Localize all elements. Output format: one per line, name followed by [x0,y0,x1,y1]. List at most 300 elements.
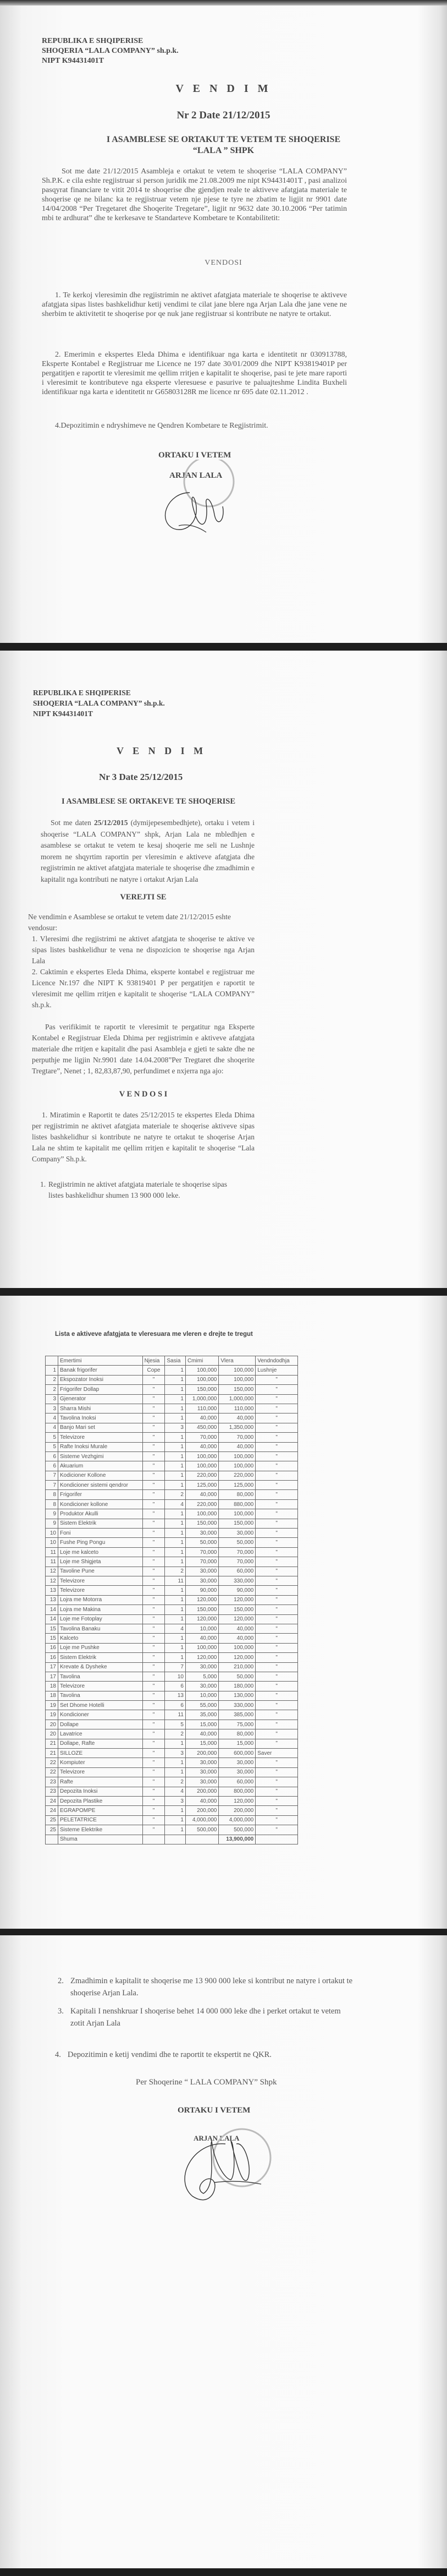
decision-item [58,2005,355,2029]
value-cell: 120,000 [219,1796,256,1805]
header-line: SHOQERIA “LALA COMPANY” sh.p.k. [42,47,179,55]
unit-price-cell: 150,000 [185,1519,218,1528]
unit-cell: " [142,1576,165,1585]
value-cell: 30,000 [219,1529,256,1538]
page-1 [0,4,447,643]
unit-price-cell: 40,000 [185,1442,218,1451]
row-number-cell: 15 [46,1624,58,1633]
row-number-cell: 22 [46,1767,58,1777]
unit-price-cell: 125,000 [185,1481,218,1490]
item-name-cell: PELETATRICE [58,1815,143,1825]
unit-price-cell: 30,000 [185,1758,218,1767]
item-name-cell: Televizore [58,1682,143,1691]
company-header [42,36,179,66]
table-row [46,1586,298,1595]
total-cell [165,1835,186,1844]
decision-item [58,1975,366,1999]
unit-price-cell: 15,000 [185,1720,218,1729]
location-cell: " [256,1729,298,1739]
item-name-cell: Sisteme Elektrike [58,1825,143,1835]
table-row [46,1375,298,1384]
intro-paragraph [41,817,255,885]
quantity-cell: 1 [165,1375,186,1384]
unit-price-cell: 30,000 [185,1767,218,1777]
location-cell: " [256,1404,298,1413]
location-cell: " [256,1375,298,1384]
quantity-cell: 3 [165,1796,186,1805]
table-row [46,1567,298,1576]
item-name-cell: Gjenerator [58,1394,143,1404]
row-number-cell: 23 [46,1777,58,1787]
unit-price-cell: 30,000 [185,1777,218,1787]
item-name-cell: Krevate & Dysheke [58,1662,143,1672]
table-row [46,1691,298,1700]
unit-price-cell: 120,000 [185,1595,218,1604]
quantity-cell: 11 [165,1576,186,1585]
row-number-cell: 18 [46,1691,58,1700]
location-cell: " [256,1701,298,1710]
table-row [46,1509,298,1519]
item-name-cell: EGRAPOMPE [58,1806,143,1815]
table-row [46,1433,298,1442]
signatory-title: ORTAKU I VETEM [158,451,231,460]
unit-cell: " [142,1691,165,1700]
unit-price-cell: 200,000 [185,1749,218,1758]
table-row [46,1557,298,1567]
header-line: REPUBLIKA E SHQIPERISE [42,37,144,45]
total-cell [185,1835,218,1844]
value-cell: 100,000 [219,1375,256,1384]
unit-price-cell: 100,000 [185,1451,218,1461]
location-cell: " [256,1614,298,1624]
row-number-cell: 12 [46,1576,58,1585]
item-name-cell: Tavolina [58,1672,143,1681]
row-number-cell: 2 [46,1385,58,1394]
table-row [46,1442,298,1451]
table-row [46,1547,298,1557]
table-row [46,1777,298,1787]
table-row [46,1634,298,1643]
unit-price-cell: 40,000 [185,1634,218,1643]
decision-title: V E N D I M [175,83,272,95]
value-cell: 30,000 [219,1767,256,1777]
unit-cell: " [142,1806,165,1815]
header-line: REPUBLIKA E SHQIPERISE [33,689,131,697]
unit-price-cell: 40,000 [185,1413,218,1423]
table-row [46,1643,298,1652]
row-number-cell: 17 [46,1672,58,1681]
total-cell [256,1835,298,1844]
row-number-cell: 8 [46,1499,58,1509]
item-name-cell: Tavolina Banaku [58,1624,143,1633]
value-cell: 60,000 [219,1777,256,1787]
value-cell: 800,000 [219,1787,256,1796]
item-name-cell: Loje me Pushke [58,1643,143,1652]
unit-price-cell: 100,000 [185,1643,218,1652]
location-cell: " [256,1672,298,1681]
table-row [46,1595,298,1604]
value-cell: 200,000 [219,1806,256,1815]
value-cell: 50,000 [219,1672,256,1681]
location-cell: " [256,1586,298,1595]
quantity-cell: 1 [165,1509,186,1519]
unit-cell: " [142,1624,165,1633]
item-name-cell: Sistem Elektrik [58,1519,143,1528]
row-number-cell: 6 [46,1451,58,1461]
quantity-cell: 3 [165,1749,186,1758]
table-row [46,1529,298,1538]
row-number-cell: 4 [46,1423,58,1432]
unit-cell: " [142,1499,165,1509]
item-name-cell: Lavatrice [58,1729,143,1739]
item-name-cell: Set Dhome Hotelli [58,1701,143,1710]
row-number-cell: 20 [46,1729,58,1739]
value-cell: 80,000 [219,1490,256,1499]
row-number-cell: 10 [46,1538,58,1547]
unit-price-cell: 30,000 [185,1567,218,1576]
row-number-cell: 7 [46,1471,58,1480]
unit-cell: " [142,1529,165,1538]
unit-price-cell: 55,000 [185,1701,218,1710]
item-name-cell: Kompiuter [58,1758,143,1767]
quantity-cell: 1 [165,1451,186,1461]
company-stamp-and-signature [157,460,239,537]
unit-cell: " [142,1519,165,1528]
unit-cell: " [142,1777,165,1787]
location-cell: " [256,1423,298,1432]
table-row [46,1499,298,1509]
item-text: Kapitali I nenshkruar I shoqerise behet 14 000 000 leke dhe i perket ortakut te vetem zotit Arjan Lala [70,2007,341,2028]
location-cell: " [256,1509,298,1519]
location-cell: " [256,1691,298,1700]
unit-price-cell: 4,000,000 [185,1815,218,1825]
row-number-cell: 7 [46,1481,58,1490]
value-cell: 100,000 [219,1643,256,1652]
page-4 [0,1935,447,2568]
page-edge-shadow [0,0,447,6]
location-cell: " [256,1433,298,1442]
item-name-cell: Akuarium [58,1461,143,1471]
item-name-cell: Banak frigorifer [58,1366,143,1375]
location-cell: " [256,1576,298,1585]
unit-price-cell: 150,000 [185,1385,218,1394]
page-separator [0,1929,447,1935]
row-number-cell: 5 [46,1433,58,1442]
location-cell: " [256,1739,298,1748]
location-cell: " [256,1777,298,1787]
row-number-cell: 5 [46,1442,58,1451]
value-cell: 90,000 [219,1586,256,1595]
location-cell: " [256,1806,298,1815]
unit-price-cell: 30,000 [185,1662,218,1672]
unit-cell: " [142,1394,165,1404]
quantity-cell: 6 [165,1682,186,1691]
unit-cell: " [142,1787,165,1796]
column-header-sasia: Sasia [165,1356,186,1366]
quantity-cell: 1 [165,1413,186,1423]
unit-cell: " [142,1643,165,1652]
location-cell: " [256,1595,298,1604]
unit-cell: " [142,1557,165,1567]
header-line: NIPT K94431401T [42,57,104,65]
quantity-cell: 1 [165,1614,186,1624]
quantity-cell: 1 [165,1519,186,1528]
quantity-cell: 11 [165,1710,186,1720]
quantity-cell: 2 [165,1490,186,1499]
location-cell: " [256,1653,298,1662]
row-number-cell: 10 [46,1529,58,1538]
unit-price-cell: 70,000 [185,1557,218,1567]
decision-number: Nr 3 Date 25/12/2015 [99,772,183,782]
unit-cell: " [142,1547,165,1557]
unit-cell: " [142,1614,165,1624]
table-row [46,1739,298,1748]
value-cell: 40,000 [219,1413,256,1423]
item-name-cell: Televizore [58,1586,143,1595]
location-cell: " [256,1682,298,1691]
item-name-cell: Produktor Akulli [58,1509,143,1519]
unit-cell: " [142,1433,165,1442]
asset-rows [46,1366,298,1835]
page-separator [0,643,447,651]
registration-number: 1. [40,1180,46,1188]
value-cell: 80,000 [219,1729,256,1739]
row-number-cell: 14 [46,1605,58,1614]
table-row [46,1710,298,1720]
quantity-cell: 1 [165,1825,186,1835]
verejti-item: 2. Caktimin e ekspertes Eleda Dhima, eksperte kontabel e regjistruar me Licence Nr.197 dhe NIPT K 93819401 P per pergatitjen e raportit te vleresimit me qellim rritjen e kapitalit te shoqerise “LALA COMPANY” sh.p.k. [32,968,255,1009]
item-text: Zmadhimin e kapitalit te shoqerise me 13 900 000 leke si kontribut ne natyre i ortakut te shoqerise Arjan Lala. [70,1977,353,1998]
company-header [33,687,165,719]
value-cell: 120,000 [219,1653,256,1662]
quantity-cell: 1 [165,1557,186,1567]
quantity-cell: 1 [165,1758,186,1767]
unit-cell: " [142,1682,165,1691]
unit-cell: " [142,1471,165,1480]
item-name-cell: Loje me kalceto [58,1547,143,1557]
location-cell: " [256,1825,298,1835]
row-number-cell: 23 [46,1787,58,1796]
value-cell: 150,000 [219,1605,256,1614]
table-header-row [46,1356,298,1366]
item-name-cell: Tavolina Inoksi [58,1413,143,1423]
unit-price-cell: 90,000 [185,1586,218,1595]
row-number-cell: 19 [46,1710,58,1720]
table-row [46,1662,298,1672]
stamp [184,460,234,506]
row-number-cell: 1 [46,1366,58,1375]
location-cell: " [256,1413,298,1423]
location-cell: " [256,1461,298,1471]
table-row [46,1451,298,1461]
header-line: NIPT K94431401T [33,710,93,718]
row-number-cell: 13 [46,1595,58,1604]
asset-table [45,1356,298,1844]
row-number-cell: 24 [46,1806,58,1815]
location-cell: " [256,1557,298,1567]
location-cell: " [256,1796,298,1805]
subtitle-line: “LALA ” SHPK [192,146,255,155]
unit-price-cell: 5,000 [185,1672,218,1681]
row-number-cell: 8 [46,1490,58,1499]
item-name-cell: SILLOZE [58,1749,143,1758]
item-name-cell: Depozita Plastike [58,1796,143,1805]
value-cell: 100,000 [219,1366,256,1375]
item-name-cell: Kondicioner kollone [58,1499,143,1509]
table-row [46,1815,298,1825]
unit-cell: " [142,1481,165,1490]
item-number: 4. [55,2050,61,2059]
table-row [46,1404,298,1413]
row-number-cell: 16 [46,1643,58,1652]
unit-cell: " [142,1567,165,1576]
table-row [46,1701,298,1710]
table-row [46,1758,298,1767]
location-cell: Saver [256,1749,298,1758]
table-row [46,1481,298,1490]
column-header-vlera: Vlera [219,1356,256,1366]
value-cell: 120,000 [219,1614,256,1624]
unit-cell: " [142,1672,165,1681]
quantity-cell: 2 [165,1567,186,1576]
value-cell: 150,000 [219,1385,256,1394]
value-cell: 180,000 [219,1682,256,1691]
table-row [46,1806,298,1815]
quantity-cell: 1 [165,1739,186,1748]
item-name-cell: Televizore [58,1767,143,1777]
value-cell: 100,000 [219,1451,256,1461]
unit-cell: " [142,1385,165,1394]
value-cell: 70,000 [219,1433,256,1442]
value-cell: 75,000 [219,1720,256,1729]
unit-cell: " [142,1451,165,1461]
unit-cell: " [142,1509,165,1519]
value-cell: 70,000 [219,1557,256,1567]
quantity-cell: 13 [165,1691,186,1700]
unit-cell: " [142,1413,165,1423]
table-row [46,1394,298,1404]
intro-paragraph: Sot me date 21/12/2015 Asambleja e ortakut te vetem te shoqerise “LALA COMPANY” Sh.P.K. e cila eshte regjistruar si person juridik me 21.08.2009 me nipt K94431401T , pasi analizoi pasqyrat financiare te vitit 2014 te shoqerise dhe gjendjen reale te aktiveve afatgjata materiale te shoqerise qe ne bilanc ka te regjistruar vetem nje pjese te tyre ne zbatim te ligjit nr 9901 date 14/04/2008 “Per Tregetaret dhe Shoqerite Tregetare”, ligjit nr 9632 date 30.10.2006 “Per tatimin mbi te ardhurat” dhe te kerkesave te Standarteve Kombetare te Kontabilitetit: [42,167,347,222]
location-cell: " [256,1547,298,1557]
value-cell: 40,000 [219,1442,256,1451]
row-number-cell: 20 [46,1720,58,1729]
item-text: Depozitimin e ketij vendimi dhe te raportit te ekspertit ne QKR. [68,2050,272,2059]
column-header-emertimi: Emertimi [58,1356,143,1366]
unit-price-cell: 220,000 [185,1499,218,1509]
unit-price-cell: 200,000 [185,1787,218,1796]
unit-price-cell: 100,000 [185,1461,218,1471]
unit-price-cell: 110,000 [185,1404,218,1413]
signatory-name: ARJAN LALA [169,471,223,480]
location-cell: " [256,1758,298,1767]
unit-cell: " [142,1767,165,1777]
location-cell: " [256,1605,298,1614]
location-cell: " [256,1815,298,1825]
row-number-cell: 16 [46,1653,58,1662]
unit-cell: " [142,1739,165,1748]
unit-price-cell: 100,000 [185,1366,218,1375]
location-cell: " [256,1490,298,1499]
quantity-cell: 1 [165,1767,186,1777]
unit-price-cell: 35,000 [185,1710,218,1720]
unit-price-cell: 50,000 [185,1538,218,1547]
value-cell: 110,000 [219,1404,256,1413]
row-number-cell: 19 [46,1701,58,1710]
quantity-cell: 5 [165,1720,186,1729]
decision-title: V E N D I M [117,745,207,756]
row-number-cell: 11 [46,1557,58,1567]
quantity-cell: 1 [165,1394,186,1404]
unit-price-cell: 120,000 [185,1653,218,1662]
table-row [46,1605,298,1614]
quantity-cell: 1 [165,1605,186,1614]
row-number-cell: 6 [46,1461,58,1471]
unit-cell: " [142,1538,165,1547]
value-cell: 40,000 [219,1634,256,1643]
quantity-cell: 1 [165,1806,186,1815]
table-row [46,1614,298,1624]
row-number-cell: 25 [46,1815,58,1825]
decision-item: 4.Depozitimin e ndryshimeve ne Qendren Kombetare te Regjistrimit. [55,422,268,430]
unit-price-cell: 100,000 [185,1375,218,1384]
unit-price-cell: 30,000 [185,1682,218,1691]
location-cell: " [256,1529,298,1538]
registration-block [40,1179,255,1201]
quantity-cell: 1 [165,1815,186,1825]
unit-price-cell: 200,000 [185,1806,218,1815]
row-number-cell: 21 [46,1739,58,1748]
item-name-cell: Televizore [58,1433,143,1442]
quantity-cell: 1 [165,1471,186,1480]
row-number-cell: 11 [46,1547,58,1557]
table-row [46,1471,298,1480]
value-cell: 120,000 [219,1595,256,1604]
quantity-cell: 1 [165,1404,186,1413]
table-row [46,1576,298,1585]
item-name-cell: Lojra me Makina [58,1605,143,1614]
unit-cell: " [142,1586,165,1595]
location-cell: " [256,1567,298,1576]
value-cell: 125,000 [219,1481,256,1490]
table-row [46,1413,298,1423]
quantity-cell: 1 [165,1481,186,1490]
item-name-cell: Lojra me Motorra [58,1595,143,1604]
quantity-cell: 1 [165,1385,186,1394]
row-number-cell: 17 [46,1662,58,1672]
asset-list-title: Lista e aktiveve afatgjata te vleresuara me vleren e drejte te tregut [55,1331,253,1338]
unit-cell: " [142,1653,165,1662]
table-row [46,1624,298,1633]
section-title-vendosi: VENDOSI [205,259,242,267]
value-cell: 100,000 [219,1509,256,1519]
value-cell: 600,000 [219,1749,256,1758]
signatory-name: ARJAN LALA [194,2134,240,2142]
row-number-cell: 14 [46,1614,58,1624]
location-cell: " [256,1787,298,1796]
unit-price-cell: 40,000 [185,1729,218,1739]
location-cell: " [256,1662,298,1672]
item-name-cell: Rafte Inoksi Murale [58,1442,143,1451]
location-cell: " [256,1471,298,1480]
page-separator [0,1288,447,1296]
unit-price-cell: 40,000 [185,1796,218,1805]
quantity-cell: 1 [165,1586,186,1595]
quantity-cell: 1 [165,1433,186,1442]
table-row [46,1825,298,1835]
row-number-cell: 9 [46,1519,58,1528]
unit-cell: " [142,1710,165,1720]
quantity-cell: 4 [165,1624,186,1633]
